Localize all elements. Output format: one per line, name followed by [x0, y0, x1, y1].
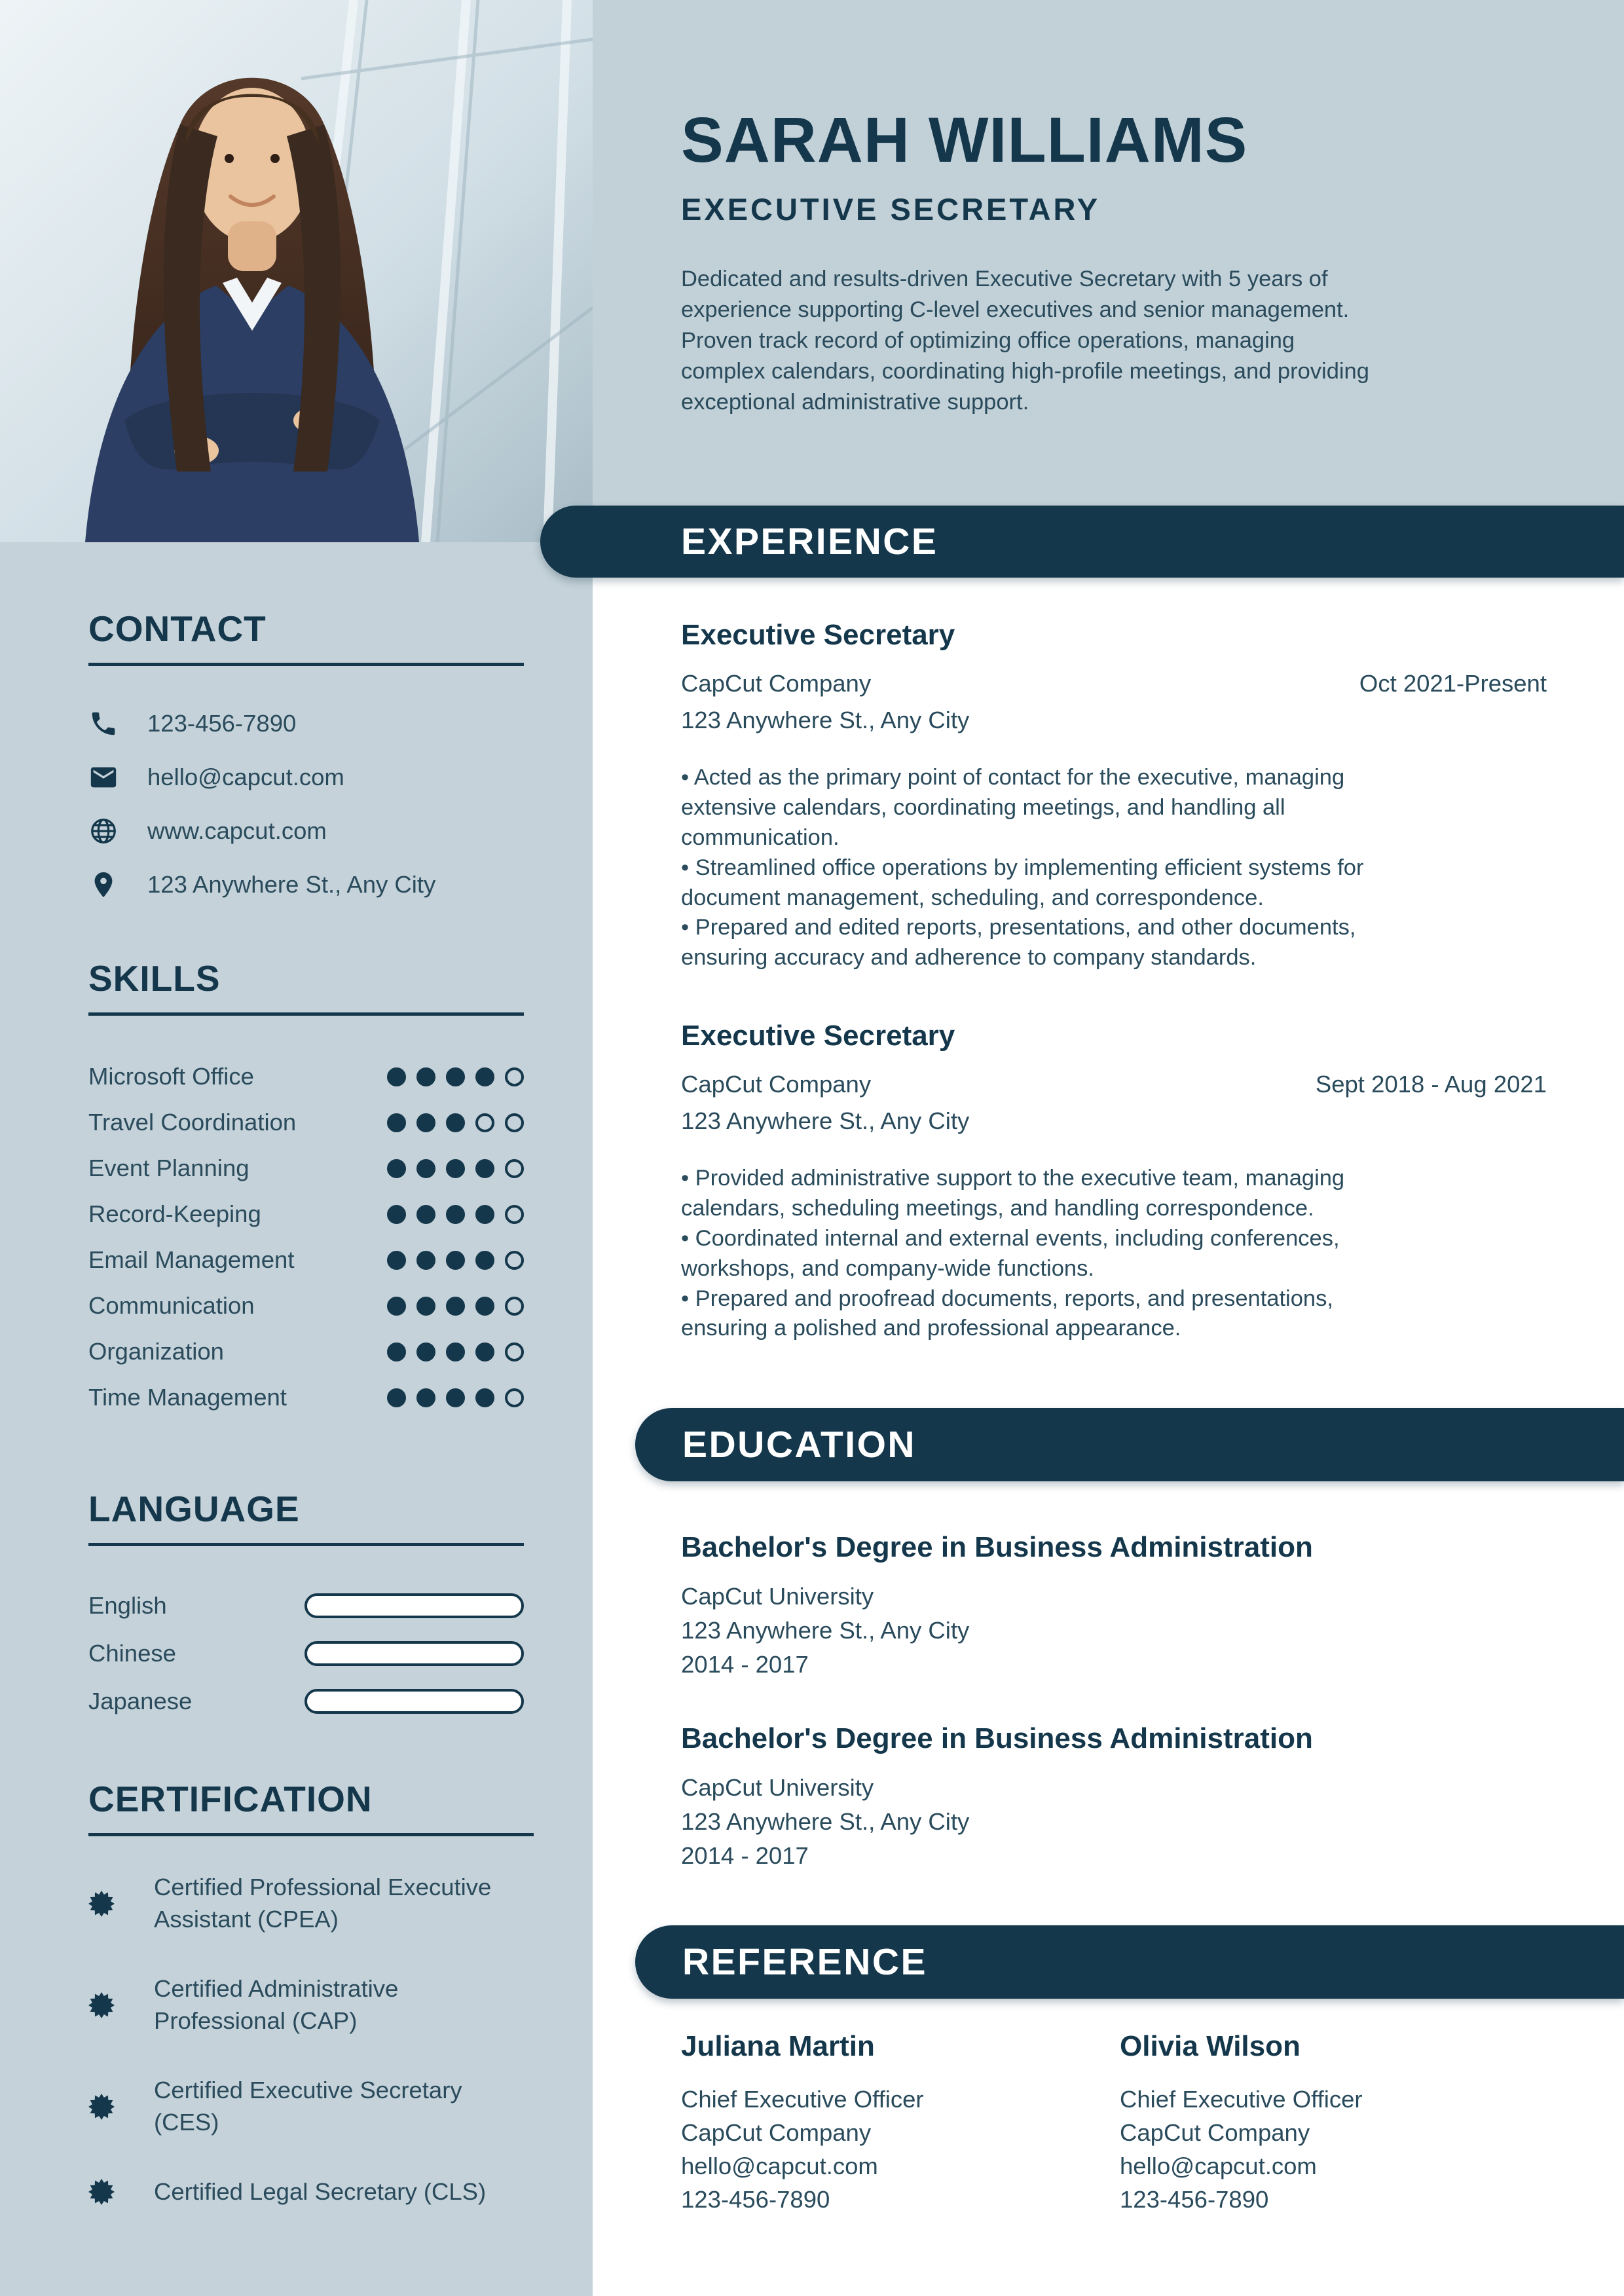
school-location: 123 Anywhere St., Any City: [681, 1616, 970, 1644]
reference-company: CapCut Company: [681, 2119, 872, 2147]
location-icon: [88, 870, 119, 900]
skill-dot: [446, 1388, 465, 1407]
skill-dot: [475, 1205, 494, 1224]
school-name: CapCut University: [681, 1774, 874, 1801]
certification-item: [88, 1872, 534, 1935]
skill-dot: [416, 1388, 435, 1407]
section-rule: [88, 1012, 524, 1016]
experience-entry-1: [681, 619, 1547, 973]
skill-row: [88, 1145, 524, 1191]
skill-name: Event Planning: [88, 1155, 249, 1181]
skill-dot: [387, 1388, 406, 1407]
contact-email-row: [88, 762, 524, 793]
skills-heading: SKILLS: [88, 958, 221, 999]
language-list: [88, 1582, 524, 1725]
certification-heading: CERTIFICATION: [88, 1779, 373, 1819]
education-entry-1: [681, 1531, 1547, 1681]
skill-dot: [416, 1251, 435, 1270]
job-location: 123 Anywhere St., Any City: [681, 707, 970, 733]
certification-item: [88, 2075, 534, 2138]
skill-dot: [505, 1342, 524, 1361]
experience-entry-2: [681, 1020, 1547, 1344]
certification-text: Certified Professional Executive Assistant (CPEA): [154, 1874, 492, 1933]
reference-name: Olivia Wilson: [1120, 2030, 1301, 2062]
skill-dot: [387, 1342, 406, 1361]
skill-dot: [505, 1297, 524, 1316]
skill-dot: [505, 1251, 524, 1270]
language-level-bar: [304, 1593, 524, 1618]
contact-address: 123 Anywhere St., Any City: [147, 871, 436, 898]
skill-dot: [505, 1388, 524, 1407]
skill-rating: [387, 1297, 524, 1316]
skill-name: Travel Coordination: [88, 1109, 297, 1136]
skill-dot: [446, 1113, 465, 1132]
person-name: SARAH WILLIAMS: [681, 104, 1248, 176]
skill-name: Email Management: [88, 1246, 295, 1273]
skill-rating: [387, 1159, 524, 1178]
reference-phone: 123-456-7890: [681, 2186, 830, 2213]
skill-dot: [387, 1205, 406, 1224]
skill-name: Time Management: [88, 1384, 287, 1411]
language-name: Japanese: [88, 1687, 193, 1714]
skill-rating: [387, 1067, 524, 1086]
job-bullets: [681, 1164, 1424, 1344]
degree-title: Bachelor's Degree in Business Administration: [681, 1722, 1313, 1754]
skill-rating: [387, 1113, 524, 1132]
skill-dot: [416, 1205, 435, 1224]
job-bullets: [681, 763, 1424, 973]
skill-dot: [446, 1205, 465, 1224]
certification-item: [88, 2176, 534, 2208]
skill-dot: [446, 1159, 465, 1178]
reference-email: hello@capcut.com: [1120, 2153, 1317, 2180]
certification-text: Certified Legal Secretary (CLS): [154, 2178, 487, 2206]
skill-dot: [505, 1205, 524, 1224]
skill-dot: [446, 1067, 465, 1086]
section-rule: [88, 663, 524, 666]
skill-row: [88, 1237, 524, 1283]
skill-dot: [416, 1113, 435, 1132]
skill-dot: [475, 1159, 494, 1178]
skill-row: [88, 1375, 524, 1420]
profile-summary: Dedicated and results-driven Executive Secretary with 5 years of experience supporting C-level executives and senior management. Proven track record of optimizing office operations, managing complex calendars, coordinating high-profile meetings, and providing exceptional administrative support.: [681, 267, 1369, 415]
skill-dot: [416, 1159, 435, 1178]
section-rule: [88, 1543, 524, 1546]
skill-dot: [387, 1159, 406, 1178]
skill-dot: [475, 1113, 494, 1132]
skill-dot: [475, 1388, 494, 1407]
badge-seal-icon: [88, 1891, 115, 1917]
job-meta: [681, 670, 1547, 697]
certification-list: [88, 1872, 534, 2208]
school-location: 123 Anywhere St., Any City: [681, 1807, 970, 1835]
section-banner-experience: [540, 506, 1624, 578]
skill-rating: [387, 1251, 524, 1270]
reference-details: [681, 2083, 1120, 2216]
school-name: CapCut University: [681, 1583, 874, 1610]
language-name: Chinese: [88, 1639, 176, 1667]
job-bullet: • Streamlined office operations by implementing efficient systems for document management, scheduling, and correspondence.: [681, 855, 1364, 910]
contact-phone-row: [88, 708, 524, 739]
skill-rating: [387, 1205, 524, 1224]
skill-dot: [387, 1067, 406, 1086]
education-details: [681, 1580, 1547, 1681]
skill-dot: [446, 1297, 465, 1316]
language-row: [88, 1582, 524, 1629]
reference-email: hello@capcut.com: [681, 2153, 878, 2180]
language-row: [88, 1677, 524, 1725]
skill-dot: [505, 1067, 524, 1086]
job-dates: Sept 2018 - Aug 2021: [1315, 1071, 1547, 1098]
job-meta: [681, 1071, 1547, 1098]
contact-website: www.capcut.com: [147, 817, 327, 844]
skill-name: Microsoft Office: [88, 1063, 254, 1090]
reference-details: [1120, 2083, 1559, 2216]
skill-dot: [387, 1113, 406, 1132]
school-years: 2014 - 2017: [681, 1650, 809, 1678]
certification-text: Certified Executive Secretary (CES): [154, 2077, 462, 2136]
contact-email: hello@capcut.com: [147, 764, 344, 790]
job-bullet: • Prepared and edited reports, presentations, and other documents, ensuring accuracy and adherence to company standards.: [681, 915, 1356, 971]
header: [681, 103, 1559, 418]
certification-text: Certified Administrative Professional (CAP): [154, 1975, 399, 2034]
reference-heading: REFERENCE: [682, 1941, 928, 1983]
reference-company: CapCut Company: [1120, 2119, 1310, 2147]
skill-dot: [505, 1159, 524, 1178]
reference-title: Chief Executive Officer: [1120, 2086, 1363, 2113]
skill-dot: [446, 1342, 465, 1361]
email-icon: [88, 762, 119, 792]
education-details: [681, 1771, 1547, 1872]
skill-dot: [416, 1067, 435, 1086]
skill-name: Record-Keeping: [88, 1200, 261, 1227]
section-rule: [88, 1833, 534, 1836]
skill-dot: [475, 1067, 494, 1086]
job-bullet: • Acted as the primary point of contact for the executive, managing extensive calendars, coordinating meetings, and handling all communication.: [681, 765, 1345, 850]
certification-item: [88, 1973, 534, 2037]
language-section: [88, 1488, 524, 1725]
reference-entry-1: [681, 2030, 1120, 2216]
badge-seal-icon: [88, 2094, 115, 2120]
contact-website-row: [88, 815, 524, 847]
phone-icon: [88, 709, 119, 739]
skill-row: [88, 1100, 524, 1145]
education-heading: EDUCATION: [682, 1424, 917, 1466]
skill-dot: [505, 1113, 524, 1132]
language-level-bar: [304, 1641, 524, 1666]
language-name: English: [88, 1591, 167, 1619]
skill-dot: [475, 1251, 494, 1270]
contact-items: [88, 708, 524, 900]
skill-dot: [387, 1251, 406, 1270]
skill-rating: [387, 1388, 524, 1407]
skill-row: [88, 1283, 524, 1329]
contact-heading: CONTACT: [88, 608, 267, 649]
reference-name: Juliana Martin: [681, 2030, 875, 2062]
job-dates: Oct 2021-Present: [1359, 670, 1547, 697]
skill-list: [88, 1054, 524, 1420]
degree-title: Bachelor's Degree in Business Administration: [681, 1531, 1313, 1563]
language-row: [88, 1629, 524, 1677]
experience-heading: EXPERIENCE: [681, 521, 938, 563]
job-title: Executive Secretary: [681, 1020, 955, 1052]
job-bullet: • Provided administrative support to the executive team, managing calendars, scheduling meetings, and handling correspondence.: [681, 1166, 1345, 1221]
portrait-illustration: [0, 0, 593, 542]
job-location: 123 Anywhere St., Any City: [681, 1107, 970, 1134]
job-bullet: • Prepared and proofread documents, reports, and presentations, ensuring a polished and professional appearance.: [681, 1286, 1333, 1341]
skill-name: Organization: [88, 1338, 224, 1365]
job-company: CapCut Company: [681, 1071, 872, 1098]
section-banner-education: [635, 1408, 1624, 1481]
badge-seal-icon: [88, 1992, 115, 2018]
language-heading: LANGUAGE: [88, 1489, 300, 1529]
reference-title: Chief Executive Officer: [681, 2086, 924, 2113]
school-years: 2014 - 2017: [681, 1842, 809, 1869]
skill-dot: [446, 1251, 465, 1270]
section-banner-reference: [635, 1925, 1624, 1999]
skill-dot: [387, 1297, 406, 1316]
badge-seal-icon: [88, 2179, 115, 2205]
profile-photo: [0, 0, 593, 542]
contact-address-row: [88, 869, 524, 900]
skill-row: [88, 1191, 524, 1237]
skill-dot: [416, 1342, 435, 1361]
person-title: EXECUTIVE SECRETARY: [681, 192, 1101, 227]
contact-section: [88, 608, 524, 923]
skill-dot: [475, 1342, 494, 1361]
job-bullet: • Coordinated internal and external events, including conferences, workshops, and company-wide functions.: [681, 1225, 1340, 1281]
skill-dot: [416, 1297, 435, 1316]
certification-section: [88, 1778, 534, 2208]
reference-list: [681, 2030, 1559, 2216]
skill-dot: [475, 1297, 494, 1316]
skill-name: Communication: [88, 1292, 255, 1319]
education-entry-2: [681, 1722, 1547, 1872]
skill-rating: [387, 1342, 524, 1361]
skill-row: [88, 1329, 524, 1375]
language-level-bar: [304, 1689, 524, 1714]
skill-row: [88, 1054, 524, 1100]
reference-phone: 123-456-7890: [1120, 2186, 1269, 2213]
contact-phone: 123-456-7890: [147, 710, 297, 737]
job-company: CapCut Company: [681, 670, 872, 697]
globe-icon: [88, 816, 119, 846]
skills-section: [88, 957, 524, 1420]
job-title: Executive Secretary: [681, 619, 955, 651]
reference-entry-2: [1120, 2030, 1559, 2216]
